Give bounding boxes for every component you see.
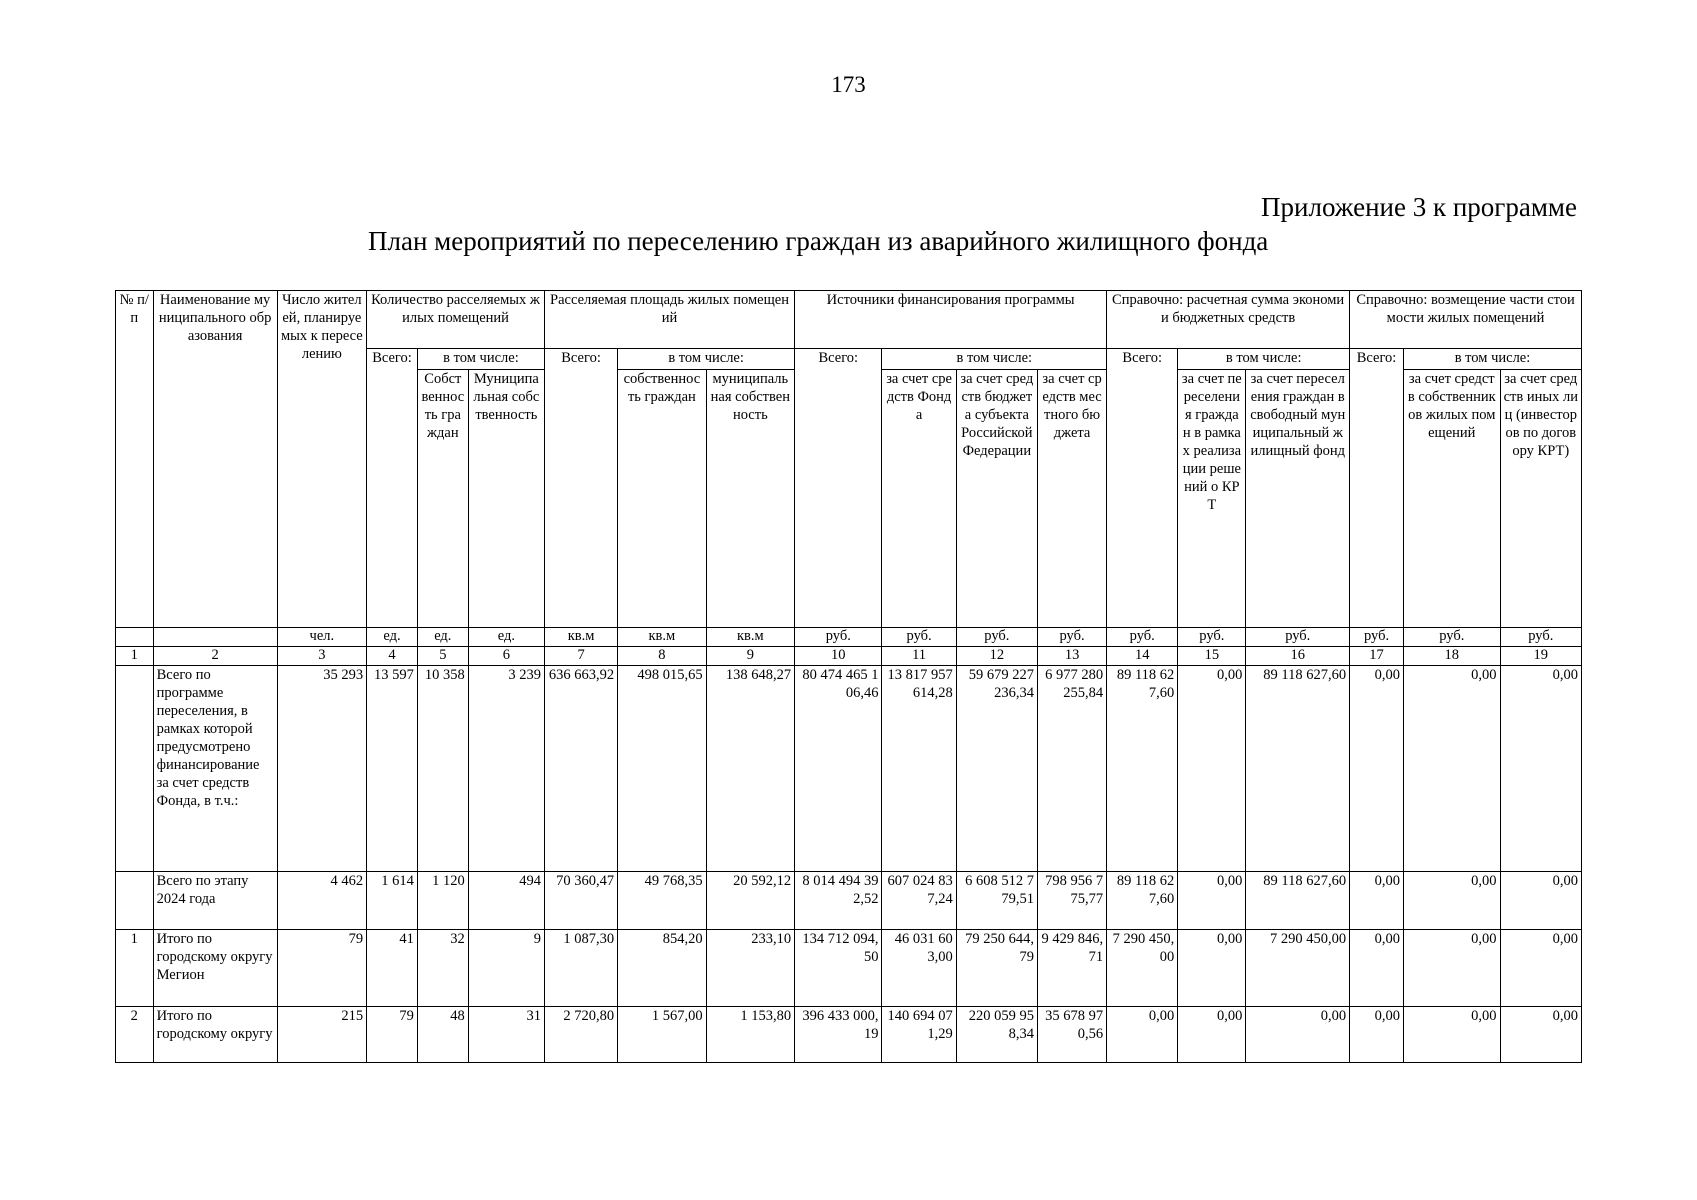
column-number: 14: [1107, 646, 1178, 665]
row-number: [116, 871, 154, 929]
unit-cell: кв.м: [544, 627, 617, 646]
unit-cell: руб.: [795, 627, 882, 646]
value-cell: 79 250 644,79: [956, 929, 1037, 1006]
header-compensation-incl: в том числе:: [1403, 349, 1581, 370]
header-count-incl: в том числе:: [417, 349, 544, 370]
value-cell: 854,20: [618, 929, 706, 1006]
column-number: 4: [367, 646, 418, 665]
table-row: [116, 665, 1582, 871]
unit-cell: руб.: [956, 627, 1037, 646]
column-number: 19: [1500, 646, 1581, 665]
column-number: 1: [116, 646, 154, 665]
value-cell: 0,00: [1500, 929, 1581, 1006]
column-number: 7: [544, 646, 617, 665]
value-cell: 0,00: [1500, 871, 1581, 929]
row-number: [116, 665, 154, 871]
value-cell: 0,00: [1403, 929, 1500, 1006]
value-cell: 35 678 970,56: [1038, 1006, 1107, 1062]
unit-cell: ед.: [367, 627, 418, 646]
value-cell: 6 977 280 255,84: [1038, 665, 1107, 871]
header-count-total: Всего:: [367, 349, 418, 628]
value-cell: 10 358: [417, 665, 468, 871]
column-number: 6: [468, 646, 544, 665]
value-cell: 9: [468, 929, 544, 1006]
header-count-municipal: Муниципальная собственность: [468, 369, 544, 627]
column-number: 3: [277, 646, 366, 665]
value-cell: 13 817 957 614,28: [882, 665, 956, 871]
column-numbers-row: [116, 646, 1582, 665]
value-cell: 59 679 227 236,34: [956, 665, 1037, 871]
value-cell: 134 712 094,50: [795, 929, 882, 1006]
row-number: 1: [116, 929, 154, 1006]
column-number: 12: [956, 646, 1037, 665]
value-cell: 7 290 450,00: [1107, 929, 1178, 1006]
value-cell: 798 956 775,77: [1038, 871, 1107, 929]
unit-cell: кв.м: [618, 627, 706, 646]
unit-cell: руб.: [1246, 627, 1350, 646]
value-cell: 31: [468, 1006, 544, 1062]
header-finance-region: за счет средств бюджета субъекта Российской Федерации: [956, 369, 1037, 627]
value-cell: 3 239: [468, 665, 544, 871]
value-cell: 89 118 627,60: [1246, 665, 1350, 871]
unit-cell: руб.: [1107, 627, 1178, 646]
header-compensation-owners: за счет средств собственников жилых помещений: [1403, 369, 1500, 627]
value-cell: 138 648,27: [706, 665, 794, 871]
value-cell: 13 597: [367, 665, 418, 871]
header-num: № п/п: [116, 291, 154, 628]
unit-cell: чел.: [277, 627, 366, 646]
value-cell: 1 120: [417, 871, 468, 929]
value-cell: 396 433 000,19: [795, 1006, 882, 1062]
value-cell: 7 290 450,00: [1246, 929, 1350, 1006]
header-economy-free-fund: за счет переселения граждан в свободный муниципальный жилищный фонд: [1246, 369, 1350, 627]
value-cell: 4 462: [277, 871, 366, 929]
value-cell: 498 015,65: [618, 665, 706, 871]
column-number: 11: [882, 646, 956, 665]
header-compensation-total: Всего:: [1350, 349, 1404, 628]
header-finance-total: Всего:: [795, 349, 882, 628]
unit-cell: руб.: [1038, 627, 1107, 646]
municipality-name: Итого по городскому округу Мегион: [153, 929, 277, 1006]
header-count-citizens: Собственность граждан: [417, 369, 468, 627]
unit-cell: кв.м: [706, 627, 794, 646]
header-area-group: Расселяемая площадь жилых помещений: [544, 291, 794, 349]
unit-cell: ед.: [468, 627, 544, 646]
value-cell: 0,00: [1246, 1006, 1350, 1062]
unit-cell: руб.: [1500, 627, 1581, 646]
header-economy-total: Всего:: [1107, 349, 1178, 628]
column-number: 16: [1246, 646, 1350, 665]
unit-cell: руб.: [1350, 627, 1404, 646]
column-number: 8: [618, 646, 706, 665]
value-cell: 0,00: [1350, 1006, 1404, 1062]
value-cell: 79: [277, 929, 366, 1006]
column-number: 2: [153, 646, 277, 665]
municipality-name: Итого по городскому округу: [153, 1006, 277, 1062]
row-number: 2: [116, 1006, 154, 1062]
header-area-municipal: муниципальная собственность: [706, 369, 794, 627]
header-economy-group: Справочно: расчетная сумма экономии бюджетных средств: [1107, 291, 1350, 349]
units-cell: [153, 627, 277, 646]
unit-cell: руб.: [1178, 627, 1246, 646]
value-cell: 80 474 465 106,46: [795, 665, 882, 871]
header-residents: Число жителей, планируемых к переселению: [277, 291, 366, 628]
value-cell: 32: [417, 929, 468, 1006]
value-cell: 0,00: [1500, 1006, 1581, 1062]
units-cell: [116, 627, 154, 646]
header-finance-group: Источники финансирования программы: [795, 291, 1107, 349]
page-number: 173: [831, 72, 866, 97]
value-cell: 9 429 846,71: [1038, 929, 1107, 1006]
appendix-label: Приложение 3 к программе: [1261, 192, 1577, 222]
value-cell: 8 014 494 392,52: [795, 871, 882, 929]
value-cell: 0,00: [1350, 665, 1404, 871]
header-compensation-group: Справочно: возмещение части стоимости жилых помещений: [1350, 291, 1582, 349]
column-number: 18: [1403, 646, 1500, 665]
value-cell: 89 118 627,60: [1107, 871, 1178, 929]
value-cell: 0,00: [1178, 929, 1246, 1006]
unit-cell: руб.: [1403, 627, 1500, 646]
value-cell: 0,00: [1178, 665, 1246, 871]
column-number: 15: [1178, 646, 1246, 665]
value-cell: 0,00: [1350, 929, 1404, 1006]
table-row: [116, 929, 1582, 1006]
value-cell: 48: [417, 1006, 468, 1062]
header-economy-krt: за счет переселения граждан в рамках реализации решений о КРТ: [1178, 369, 1246, 627]
value-cell: 0,00: [1500, 665, 1581, 871]
municipality-name: Всего по этапу 2024 года: [153, 871, 277, 929]
municipality-name: Всего по программе переселения, в рамках которой предусмотрено финансирование за счет средств Фонда, в т.ч.:: [153, 665, 277, 871]
value-cell: 70 360,47: [544, 871, 617, 929]
header-finance-fund: за счет средств Фонда: [882, 369, 956, 627]
value-cell: 0,00: [1403, 1006, 1500, 1062]
value-cell: 89 118 627,60: [1246, 871, 1350, 929]
value-cell: 6 608 512 779,51: [956, 871, 1037, 929]
value-cell: 1 087,30: [544, 929, 617, 1006]
value-cell: 46 031 603,00: [882, 929, 956, 1006]
header-economy-incl: в том числе:: [1178, 349, 1350, 370]
value-cell: 220 059 958,34: [956, 1006, 1037, 1062]
header-compensation-investors: за счет средств иных лиц (инвесторов по договору КРТ): [1500, 369, 1581, 627]
value-cell: 49 768,35: [618, 871, 706, 929]
unit-cell: руб.: [882, 627, 956, 646]
header-area-citizens: собственность граждан: [618, 369, 706, 627]
column-number: 10: [795, 646, 882, 665]
value-cell: 1 614: [367, 871, 418, 929]
header-area-incl: в том числе:: [618, 349, 795, 370]
value-cell: 41: [367, 929, 418, 1006]
value-cell: 20 592,12: [706, 871, 794, 929]
value-cell: 1 153,80: [706, 1006, 794, 1062]
header-finance-local: за счет средств местного бюджета: [1038, 369, 1107, 627]
header-finance-incl: в том числе:: [882, 349, 1107, 370]
units-row: [116, 627, 1582, 646]
column-number: 13: [1038, 646, 1107, 665]
value-cell: 494: [468, 871, 544, 929]
column-number: 17: [1350, 646, 1404, 665]
header-count-group: Количество расселяемых жилых помещений: [367, 291, 545, 349]
table-row: [116, 1006, 1582, 1062]
column-number: 9: [706, 646, 794, 665]
value-cell: 89 118 627,60: [1107, 665, 1178, 871]
value-cell: 0,00: [1403, 871, 1500, 929]
value-cell: 79: [367, 1006, 418, 1062]
document-title: План мероприятий по переселению граждан из аварийного жилищного фонда: [368, 226, 1269, 256]
value-cell: 233,10: [706, 929, 794, 1006]
value-cell: 636 663,92: [544, 665, 617, 871]
table-row: [116, 871, 1582, 929]
value-cell: 0,00: [1178, 871, 1246, 929]
value-cell: 140 694 071,29: [882, 1006, 956, 1062]
value-cell: 1 567,00: [618, 1006, 706, 1062]
unit-cell: ед.: [417, 627, 468, 646]
header-municipality: Наименование муниципального образования: [153, 291, 277, 628]
header-row-1: [116, 291, 1582, 349]
resettlement-plan-table: [115, 290, 1582, 1063]
value-cell: 0,00: [1178, 1006, 1246, 1062]
header-area-total: Всего:: [544, 349, 617, 628]
value-cell: 0,00: [1350, 871, 1404, 929]
value-cell: 215: [277, 1006, 366, 1062]
value-cell: 35 293: [277, 665, 366, 871]
column-number: 5: [417, 646, 468, 665]
value-cell: 2 720,80: [544, 1006, 617, 1062]
value-cell: 607 024 837,24: [882, 871, 956, 929]
value-cell: 0,00: [1107, 1006, 1178, 1062]
value-cell: 0,00: [1403, 665, 1500, 871]
